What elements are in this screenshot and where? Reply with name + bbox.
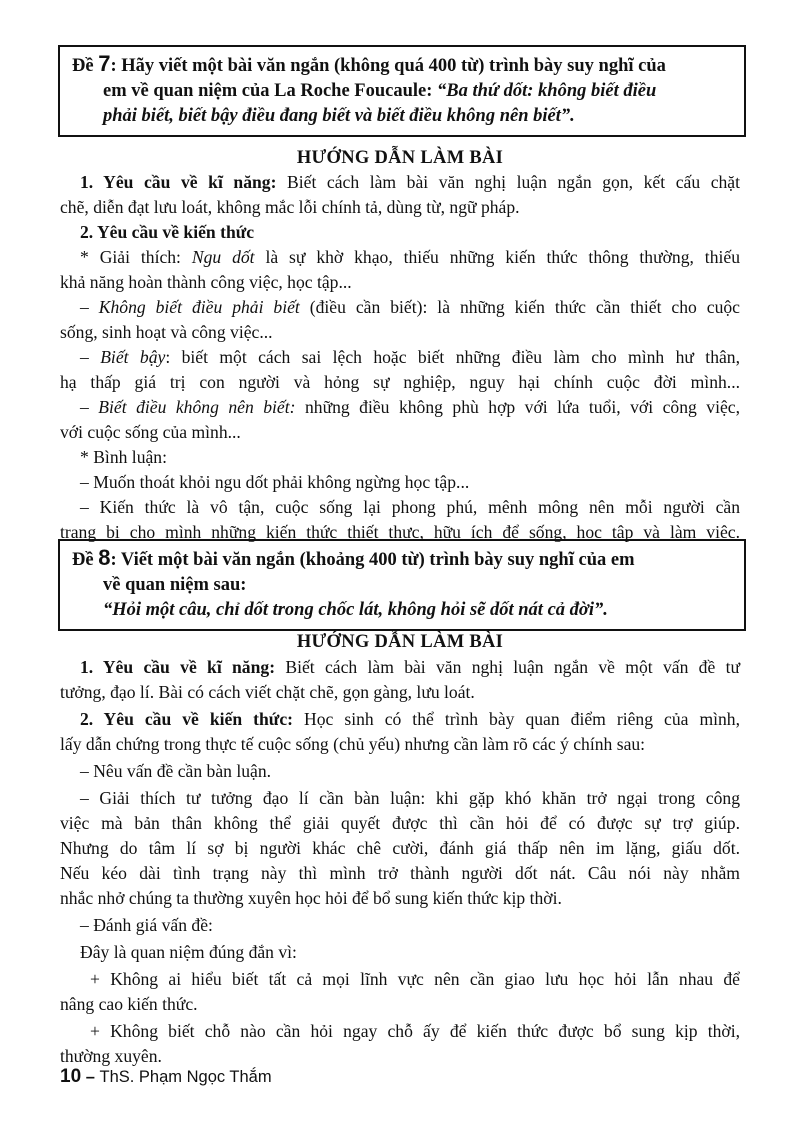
comment-1: – Muốn thoát khỏi ngu dốt phải không ngừng học tập... [80, 472, 470, 492]
explain-prefix: * Giải thích: [80, 247, 192, 267]
skill-label: 1. Yêu cầu về kĩ năng: [80, 657, 276, 677]
exercise-8-prompt-1: : Viết một bài văn ngắn (khoảng 400 từ) trình bày suy nghĩ của em [110, 550, 635, 570]
exercise-7-prompt-2: em về quan niệm của La Roche Foucaule: [103, 81, 438, 101]
explain-term: Ngu dốt [191, 247, 255, 267]
comment-label: * Bình luận: [80, 447, 167, 467]
plus-2-cont: thường xuyên. [60, 1046, 162, 1066]
page-footer [60, 1066, 272, 1088]
point-2-line-5: nhắc nhở chúng ta thường xuyên học hỏi để bổ sung kiến thức kịp thời. [60, 888, 562, 908]
exercise-7-quote-1: “Ba thứ dốt: không biết điều [437, 81, 657, 101]
point-3-intro: Đây là quan niệm đúng đắn vì: [80, 942, 297, 962]
skill-requirement-1-cont: chẽ, diễn đạt lưu loát, không mắc lỗi chính tả, dùng từ, ngữ pháp. [60, 197, 520, 217]
knowledge-text: Học sinh có thể trình bày quan điểm riêng của mình, [293, 709, 741, 729]
exercise-7-box [58, 45, 746, 137]
item-text: những điều không phù hợp với lứa tuổi, với công việc, [295, 397, 740, 417]
item-term: Biết bậy [100, 347, 166, 367]
exercise-number: 7 [98, 51, 111, 76]
explain-text: là sự khờ khạo, thiếu những kiến thức thông thường, thiếu [254, 247, 740, 267]
item-3-cont: với cuộc sống của mình... [60, 422, 241, 442]
item-2-cont: hạ thấp giá trị con người và hỏng sự nghiệp, nguy hại chính cuộc đời mình... [60, 372, 740, 392]
dash: – [80, 297, 99, 317]
skill-text: Biết cách làm bài văn nghị luận ngắn về một vấn đề tư [275, 657, 741, 677]
point-1: – Nêu vấn đề cần bàn luận. [80, 761, 272, 781]
item-1 [80, 295, 740, 320]
page-number: 10 [60, 1066, 82, 1087]
skill-requirement-1 [80, 170, 740, 195]
comment-2: – Kiến thức là vô tận, cuộc sống lại phong phú, mênh mông nên mỗi người cần [80, 497, 740, 517]
exercise-7-line-2 [72, 79, 732, 104]
plus-1-cont: nâng cao kiến thức. [60, 994, 198, 1014]
item-term: Không biết điều phải biết [98, 297, 300, 317]
skill-requirement-2-cont: tưởng, đạo lí. Bài có cách viết chặt chẽ, gọn gàng, lưu loát. [60, 682, 475, 702]
item-2 [80, 345, 740, 370]
point-2-line-2: việc mà bản thân không thể giải quyết được thì cần hỏi để có được sự trợ giúp. [60, 813, 740, 833]
dash: – [80, 347, 101, 367]
footer-dash: – [81, 1068, 100, 1086]
point-2-line-4: Nếu kéo dài tình trạng này thì mình trở thành người dốt nát. Câu nói này nhằm [60, 863, 740, 883]
knowledge-label: 2. Yêu cầu về kiến thức: [80, 709, 294, 729]
knowledge-requirement-2-cont: lấy dẫn chứng trong thực tế cuộc sống (chủ yếu) nhưng cần làm rõ các ý chính sau: [60, 734, 646, 754]
skill-text: Biết cách làm bài văn nghị luận ngắn gọn, kết cấu chặt [276, 172, 740, 192]
exercise-number: 8 [98, 545, 111, 570]
skill-label: 1. Yêu cầu về kĩ năng: [80, 172, 277, 192]
dash: – [80, 397, 99, 417]
item-1-cont: sống, sinh hoạt và công việc... [60, 322, 273, 342]
item-term: Biết điều không nên biết: [98, 397, 296, 417]
item-text: (điều cần biết): là những kiến thức cần thiết cho cuộc [299, 297, 740, 317]
exercise-8-box [58, 539, 746, 631]
comment-2-cont: trang bị cho mình những kiến thức thiết thực, hữu ích để sống, học tập và làm việc. [60, 522, 740, 542]
point-2: – Giải thích tư tưởng đạo lí cần bàn luận: khi gặp khó khăn trở ngại trong công [80, 788, 740, 808]
explain-line [80, 245, 740, 270]
knowledge-label-1: 2. Yêu cầu về kiến thức [80, 222, 255, 242]
plus-2: + Không biết chỗ nào cần hỏi ngay chỗ ấy để kiến thức được bổ sung kịp thời, [90, 1021, 740, 1041]
explain-line-cont: khả năng hoàn thành công việc, học tập... [60, 272, 352, 292]
guide-heading-1: HƯỚNG DẪN LÀM BÀI [296, 148, 504, 168]
guide-heading-2: HƯỚNG DẪN LÀM BÀI [296, 632, 504, 652]
point-3: – Đánh giá vấn đề: [80, 915, 213, 935]
exercise-7-line-3: phải biết, biết bậy điều đang biết và biết điều không nên biết”. [103, 106, 575, 126]
plus-1: + Không ai hiểu biết tất cả mọi lĩnh vực nên cần giao lưu học hỏi lẫn nhau để [90, 969, 740, 989]
knowledge-requirement-2 [80, 707, 740, 732]
exercise-8-line-3: “Hỏi một câu, chỉ dốt trong chốc lát, không hỏi sẽ dốt nát cả đời”. [103, 600, 608, 620]
exercise-label: Đề [72, 56, 99, 76]
point-2-line-3: Nhưng do tâm lí sợ bị người khác chê cười, đánh giá thấp nên im lặng, giấu dốt. [60, 838, 740, 858]
exercise-8-line-1 [72, 545, 732, 573]
author-name: ThS. Phạm Ngọc Thắm [99, 1068, 272, 1086]
item-text: : biết một cách sai lệch hoặc biết những điều làm cho mình hư thân, [165, 347, 740, 367]
exercise-7-prompt-1: : Hãy viết một bài văn ngắn (không quá 400 từ) trình bày suy nghĩ của [110, 56, 666, 76]
exercise-8-line-2: về quan niệm sau: [103, 575, 247, 595]
exercise-7-line-1 [72, 51, 732, 79]
exercise-label: Đề [72, 550, 99, 570]
skill-requirement-2 [80, 655, 740, 680]
item-3 [80, 395, 740, 420]
